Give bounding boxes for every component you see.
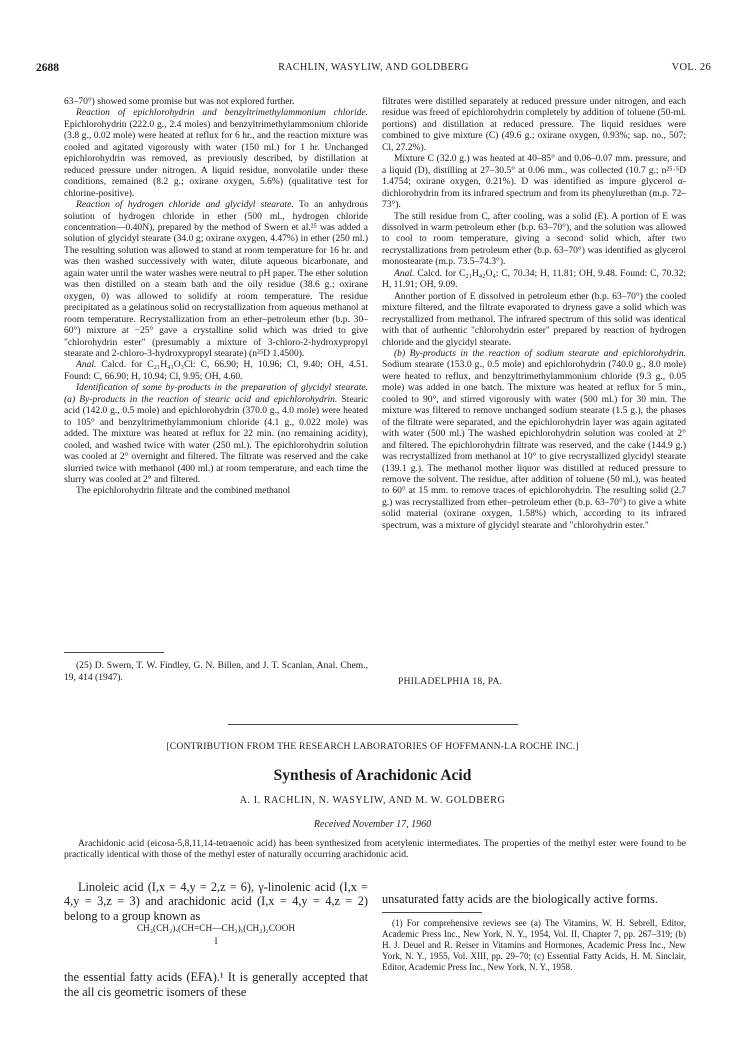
paragraph <box>64 107 368 199</box>
right-column <box>382 96 686 531</box>
paragraph-text: The still residue from C, after cooling, was a solid (E). A portion of E was dissolved in warm petroleum ether (b.p. 63–70°), and the solution was allowed to cool to room temperature, giving a second solid which, after two recrystallizations from petroleum ether (b.p. 63–70°) was identified as glycerol monostearate (m.p. 73.5–74.3°). <box>382 210 686 268</box>
paragraph-lead: (b) By-products in the reaction of sodium stearate and epichlorohydrin. <box>394 347 686 359</box>
footnote-25-text: D. Swern, T. W. Findley, G. N. Billen, and J. T. Scanlan, Anal. Chem., 19, 414 (1947). <box>64 660 368 683</box>
running-head: RACHLIN, WASYLIW, AND GOLDBERG <box>278 62 469 73</box>
paragraph-text: The epichlorohydrin filtrate and the combined methanol <box>76 485 291 497</box>
footnote-1-mark: (1) <box>392 918 403 928</box>
contribution-line: [CONTRIBUTION FROM THE RESEARCH LABORATORIES OF HOFFMANN-LA ROCHE INC.] <box>166 741 579 752</box>
paragraph-lead: Reaction of epichlorohydrin and benzyltrimethylammonium chloride. <box>76 107 368 119</box>
formula: CH₃(CH₂)ₓ(CH=CH—CH₂)ᵧ(CH₂)₂COOH <box>136 924 296 934</box>
paragraph <box>382 268 686 291</box>
article-title: Synthesis of Arachidonic Acid <box>273 767 472 784</box>
paragraph <box>64 199 368 359</box>
article-divider <box>228 724 518 725</box>
paragraph-text: Calcd. for C₂₁H₄₁O₃Cl: C, 66.90; H, 10.96; Cl, 9.40; OH, 4.51. Found: C, 66.90; H, 10.94; Cl, 9.95; OH, 4.60. <box>64 359 368 382</box>
footnote-25 <box>64 660 368 683</box>
paragraph <box>382 211 686 268</box>
paragraph <box>64 382 368 485</box>
paragraph-text: 63–70°) showed some promise but was not explored further. <box>64 96 295 107</box>
paragraph <box>382 291 686 348</box>
volume-label: VOL. 26 <box>671 62 711 73</box>
paragraph-text: Sodium stearate (153.0 g., 0.5 mole) and epichlorohydrin (740.0 g., 8.0 mole) were heated to reflux, and benzyltrimethylammonium chloride (9.3 g., 0.05 mole) was added in one batch. The mixture was heated at reflux for 5 min., cooled to 90°, and stirred vigorously with water (500 ml.) for 30 min. The mixture was filtered to remove unchanged sodium stearate (1.5 g.), the phases of the filtrate were separated, and the epichlorohydrin layer was again agitated with water (500 ml.) The washed epichlorohydrin solution was cooled at 2° and filtered. The epichlorohydrin filtrate was reserved, and the cake (144.9 g.) was recrystallized from methanol at 10° to give recrystallized glycidyl stearate (139.1 g.). The methanol mother liquor was distilled at reduced pressure to remove the solvent. The residue, after addition of toluene (50 ml.), was heated to 60° at 15 mm. to remove traces of epichlorohydrin. The resulting solid (2.7 g.) was recrystallized from ether–petroleum ether (b.p. 63–70°) to give a white solid material (oxirane oxygen, 1.58%) which, according to its infrared spectrum, was a mixture of glycidyl stearate and "chlorohydrin ester." <box>382 359 686 531</box>
paragraph <box>64 359 368 382</box>
place-line: PHILADELPHIA 18, PA. <box>398 677 503 687</box>
body-left-top <box>64 880 368 923</box>
paragraph-text: Calcd. for C₂₁H₄₂O₄: C, 70.34; H, 11.81; OH, 9.48. Found: C, 70.32; H, 11.91; OH, 9.09. <box>382 267 686 291</box>
body-paragraph-right: unsaturated fatty acids are the biologically active forms. <box>382 892 658 907</box>
paragraph-lead: Identification of some by-products in the preparation of glycidyl stearate. (a) By-products in the reaction of stearic acid and epichlorohydrin. <box>64 382 368 405</box>
paragraph <box>64 96 368 107</box>
footnote-rule <box>64 652 164 653</box>
paragraph-lead: Anal. <box>394 267 415 279</box>
body-paragraph-cont: the essential fatty acids (EFA).¹ It is generally accepted that the all cis geometric isomers of these <box>64 970 368 999</box>
received-date: Received November 17, 1960 <box>313 819 432 830</box>
footnote-rule-right <box>382 912 482 913</box>
paragraph-lead: Reaction of hydrogen chloride and glycidyl stearate. <box>76 199 294 211</box>
paragraph <box>382 96 686 153</box>
paragraph <box>382 153 686 210</box>
paragraph-text: Epichlorohydrin (222.0 g., 2.4 moles) and benzyltrimethylammonium chloride (3.8 g., 0.02 mole) were heated at reflux for 6 hr., and the reaction mixture was cooled and agitated vigorously with water (150 ml.) for 1 hr. Unchanged epichlorohydrin was removed, as previously described, by distillation at reduced pressure under nitrogen. A liquid residue, nonvolatile under these conditions, remained (8.2 g.; oxirane oxygen, 5.6%) (qualitative test for chlorine-positive). <box>64 118 368 199</box>
paragraph-text: Another portion of E dissolved in petroleum ether (b.p. 63–70°) the cooled mixture filtered, and the filtrate evaporated to dryness gave a solid which was recrystallized from methanol. The infrared spectrum of this solid was identical with that of authentic "chlorohydrin ester" prepared by reaction of hydrogen chloride and the glycidyl stearate. <box>382 290 686 348</box>
footnote-25-mark: (25) <box>76 660 92 671</box>
paragraph-text: Mixture C (32.0 g.) was heated at 40–85° and 0.06–0.07 mm. pressure, and a liquid (D), distilling at 27–30.5° at 0.06 mm., was collected (10.7 g.; n²⁵·⁵D 1.4754; oxirane oxygen, 0.21%). D was identified as impure glycerol α-dichlorohydrin from its infrared spectrum and from its phenylurethan (m.p. 72–73°). <box>382 153 686 211</box>
paragraph-text: Stearic acid (142.0 g., 0.5 mole) and epichlorohydrin (370.0 g., 4.0 mole) were heated to 105° and benzyltrimethylammonium chloride (4.1 g., 0.022 mole) was added. The mixture was heated at reflux for 22 min. (no remaining acidity), cooled, and washed twice with water (250 ml.). The epichlorohydrin solution was cooled at 2° overnight and filtered. The filtrate was reserved and the cake slurried twice with methanol (400 ml.) at room temperature, and each time the slurry was cooled at 2° and filtered. <box>64 393 368 485</box>
paragraph-text: filtrates were distilled separately at reduced pressure under nitrogen, and each residue was freed of epichlorohydrin completely by addition of toluene (50-ml. portions) and distillation at reduced pressure. The liquid residues were combined to give mixture (C) (49.6 g.; oxirane oxygen, 0.93%; sap. no., 507; Cl, 27.2%). <box>382 96 686 153</box>
abstract <box>64 838 686 861</box>
paragraph <box>64 485 368 496</box>
paragraph <box>382 348 686 531</box>
page-number: 2688 <box>36 62 59 74</box>
body-left-bottom <box>64 958 368 1011</box>
footnote-1 <box>382 918 686 973</box>
paragraph-lead: Anal. <box>76 359 97 371</box>
body-paragraph: Linoleic acid (I,x = 4,y = 2,z = 6), γ-linolenic acid (I,x = 4,y = 3,z = 3) and arachidonic acid (I,x = 4,y = 4,z = 2) belong to a group known as <box>64 880 368 923</box>
article-authors: A. I. RACHLIN, N. WASYLIW, AND M. W. GOLDBERG <box>239 795 506 806</box>
abstract-text: Arachidonic acid (eicosa-5,8,11,14-tetraenoic acid) has been synthesized from acetylenic intermediates. The properties of the methyl ester were found to be practically identical with those of the methyl ester of naturally occurring arachidonic acid. <box>64 838 686 861</box>
formula-number: I <box>214 937 218 947</box>
body-right <box>382 880 686 919</box>
page-header <box>36 62 711 76</box>
paragraph-text: To an anhydrous solution of hydrogen chloride in ether (500 ml., hydrogen chloride concentration—0.40N), prepared by the method of Swern et al.²⁵ was added a solution of glycidyl stearate (34.0 g; oxirane oxygen, 4.47%) in ether (250 ml.) The resulting solution was allowed to stand at room temperature for 16 hr. and was then washed successively with water, dilute aqueous bicarbonate, and again water until the water washes were neutral to pH paper. The ether solution was then distilled on a steam bath and the oily residue (38.6 g.; oxirane oxygen, 0) was allowed to solidify at room temperature. The residue precipitated as a gelatinous solid on recrystallization from aqueous methanol at room temperature. Recrystallization from an ether–petroleum ether (b.p. 30–60°) mixture at −25° gave a crystalline solid which was dried to give "chlorohydrin ester" (presumably a mixture of 3-chloro-2-hydroxypropyl stearate and 2-chloro-3-hydroxypropyl stearate) (n²⁵D 1.4500). <box>64 199 368 359</box>
footnote-1-text: For comprehensive reviews see (a) The Vitamins, W. H. Sebrell, Editor, Academic Press Inc., New York, N. Y., 1954, Vol. II, Chapter 7, pp. 267–319; (b) H. J. Deuel and R. Reiser in Vitamins and Hormones, Academic Press Inc., New York, N. Y., 1955, Vol. XIII, pp. 29–70; (c) Essential Fatty Acids, H. M. Sinclair, Editor, Academic Press Inc., New York, N. Y., 1958. <box>382 918 686 972</box>
left-column <box>64 96 368 497</box>
